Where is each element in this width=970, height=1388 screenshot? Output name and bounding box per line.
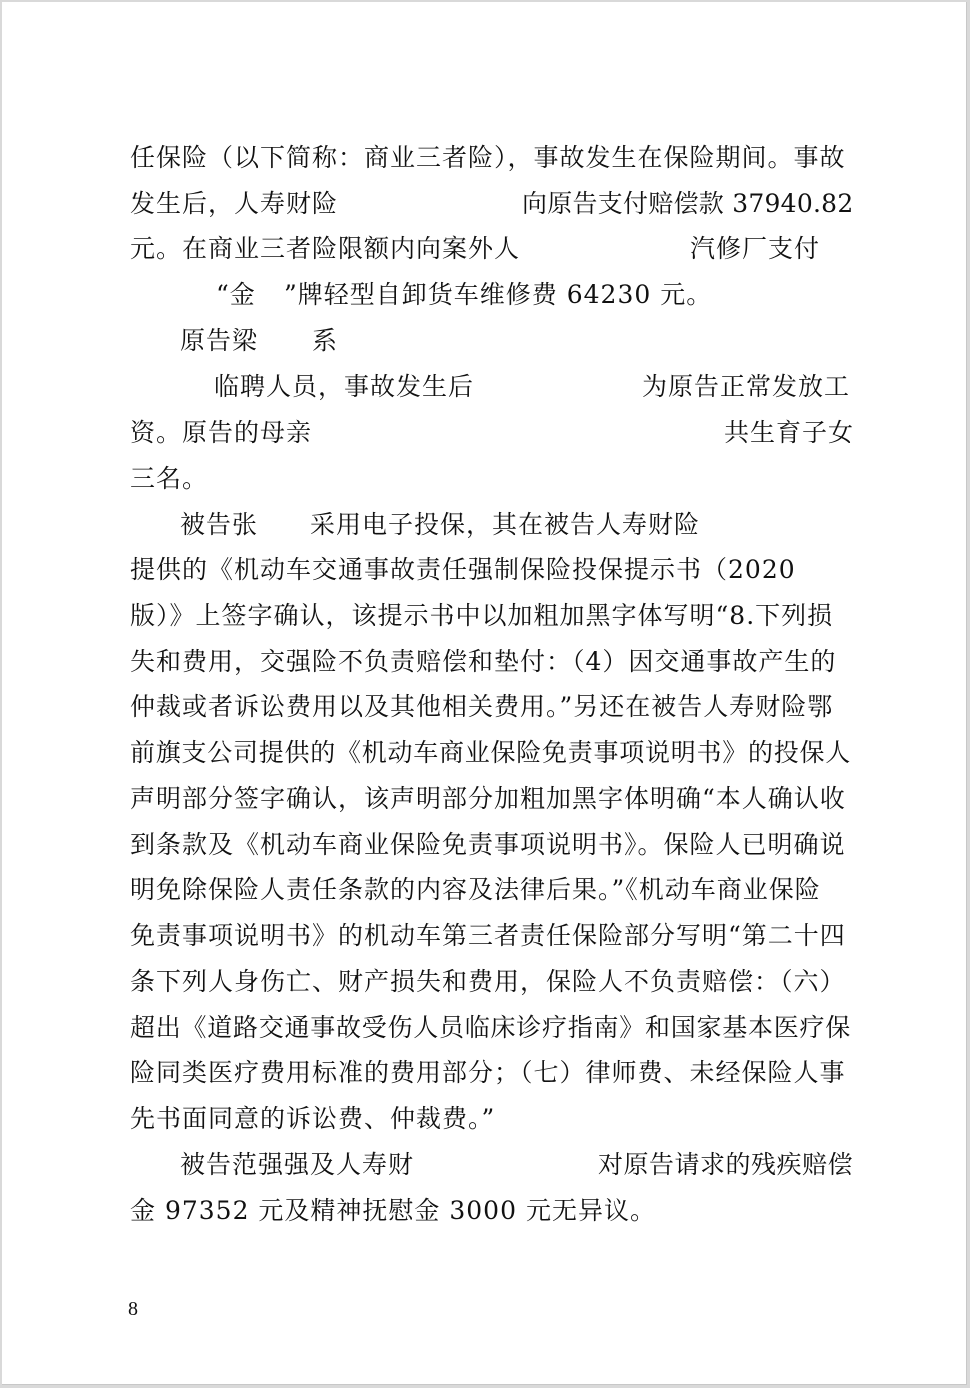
text-segment: 免责事项说明书》的机动车第三者责任保险部分写明“第二十四	[130, 921, 846, 950]
text-segment: “金	[216, 280, 256, 309]
text-segment: 发生后，人寿财险	[130, 189, 339, 218]
text-segment: 被告范强强及人寿财	[180, 1150, 415, 1179]
text-segment: 元。在商业三者险限额内向案外人	[130, 234, 521, 263]
text-segment: 系	[312, 326, 339, 355]
text-segment: 提供的《机动车交通事故责任强制保险投保提示书（2020	[130, 555, 796, 584]
text-segment: 仲裁或者诉讼费用以及其他相关费用。”另还在被告人寿财险鄂	[130, 692, 834, 721]
text-segment: 向原告支付赔偿款 37940.82	[522, 189, 854, 218]
text-segment: 险同类医疗费用标准的费用部分；（七）律师费、未经保险人事	[130, 1058, 846, 1087]
text-segment: 任保险（以下简称：商业三者险），事故发生在保险期间。事故	[130, 143, 846, 172]
text-segment: ”牌轻型自卸货车维修费 64230 元。	[284, 280, 713, 309]
text-segment: 对原告请求的残疾赔偿	[598, 1150, 854, 1179]
text-segment: 明免除保险人责任条款的内容及法律后果。”《机动车商业保险	[130, 875, 821, 904]
text-segment: 资。原告的母亲	[130, 418, 313, 447]
text-segment: 声明部分签字确认，该声明部分加粗加黑字体明确“本人确认收	[130, 784, 846, 813]
text-segment: 为原告正常发放工	[642, 372, 851, 401]
text-segment: 三名。	[130, 464, 209, 493]
text-segment: 原告梁	[180, 326, 259, 355]
text-segment: 到条款及《机动车商业保险免责事项说明书》。保险人已明确说	[130, 830, 846, 859]
page-number: 8	[128, 1298, 138, 1320]
text-segment: 前旗支公司提供的《机动车商业保险免责事项说明书》的投保人	[130, 738, 852, 767]
text-segment: 共生育子女	[724, 418, 855, 447]
text-segment: 超出《道路交通事故受伤人员临床诊疗指南》和国家基本医疗保	[130, 1013, 852, 1042]
text-segment: 条下列人身伤亡、财产损失和费用，保险人不负责赔偿：（六）	[130, 967, 846, 996]
text-segment: 被告张	[180, 510, 259, 539]
text-segment: 金 97352 元及精神抚慰金 3000 元无异议。	[130, 1196, 656, 1225]
text-segment: 版）》上签字确认，该提示书中以加粗加黑字体写明“8.下列损	[130, 601, 834, 630]
text-segment: 先书面同意的诉讼费、仲裁费。”	[130, 1104, 496, 1133]
text-segment: 临聘人员，事故发生后	[214, 372, 475, 401]
document-page	[2, 2, 967, 1385]
text-segment: 失和费用，交强险不负责赔偿和垫付：（4）因交通事故产生的	[130, 647, 837, 676]
text-segment: 汽修厂支付	[690, 234, 821, 263]
text-segment: 采用电子投保，其在被告人寿财险	[310, 510, 701, 539]
